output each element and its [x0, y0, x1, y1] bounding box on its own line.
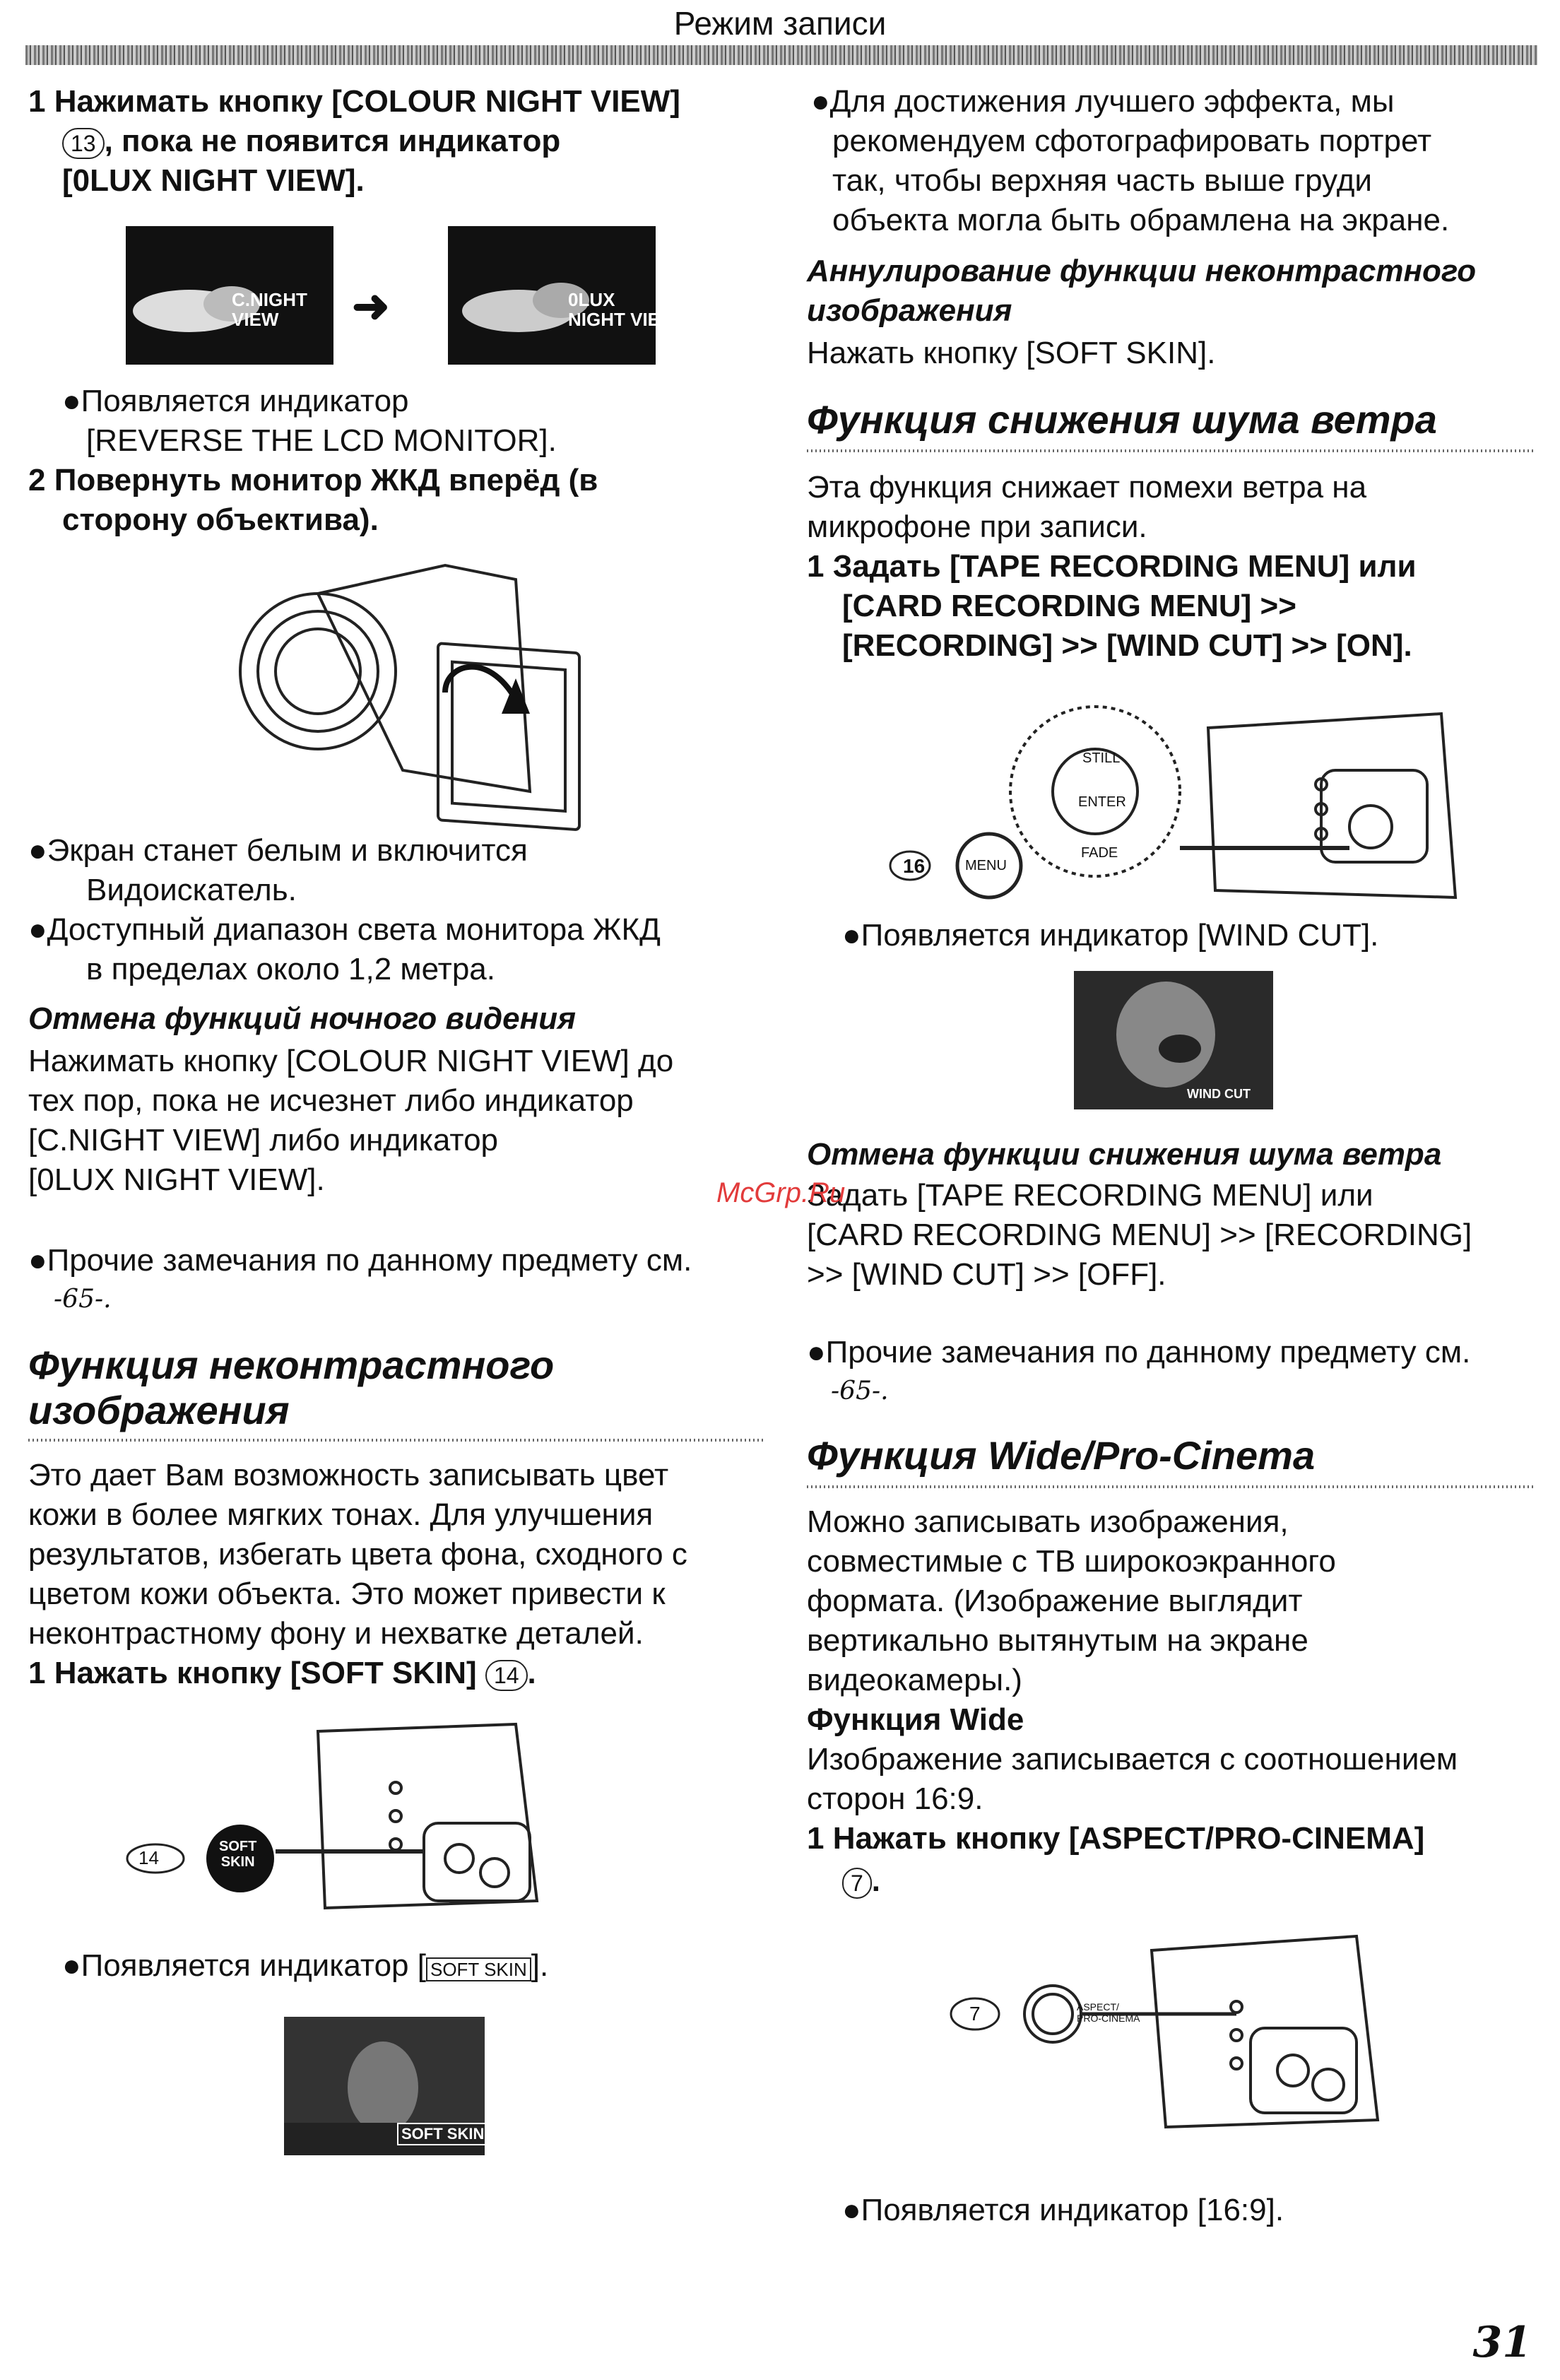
soft-section-divider: [28, 1439, 763, 1442]
button-number-13: 13: [62, 128, 105, 159]
cancel-night-title: Отмена функций ночного видения: [28, 1001, 576, 1036]
menu-button-label: MENU: [965, 858, 1007, 873]
right-note-page: -65-.: [831, 1377, 889, 1406]
wide-indicator-bullet: ●Появляется индикатор [16:9].: [842, 2193, 1284, 2227]
cancel-night-line3: [C.NIGHT VIEW] либо индикатор: [28, 1123, 499, 1157]
button-number-14: 14: [485, 1660, 528, 1691]
cancel-night-line2: тех пор, пока не исчезнет либо индикатор: [28, 1083, 634, 1118]
dial-fade-label: FADE: [1081, 845, 1118, 861]
camera-lcd-rotation-illustration: [233, 558, 615, 820]
soft-section-title-line1: Функция неконтрастного: [28, 1343, 555, 1387]
right-note: ●Прочие замечания по данному предмету см.: [807, 1335, 1471, 1369]
page-number: 31: [1472, 2318, 1532, 2367]
cancel-night-line4: [0LUX NIGHT VIEW].: [28, 1162, 325, 1197]
cancel-soft-title-line2: изображения: [807, 293, 1012, 328]
soft-indicator-bullet-b: ].: [531, 1948, 549, 1983]
cancel-night-line1: Нажимать кнопку [COLOUR NIGHT VIEW] до: [28, 1044, 674, 1078]
wide-section-title: Функция Wide/Pro-Cinema: [807, 1433, 1316, 1478]
watermark: McGrp.Ru: [716, 1177, 846, 1208]
wind-step-line1: 1 Задать [TAPE RECORDING MENU] или: [807, 549, 1417, 584]
wide-step: 1 Нажать кнопку [ASPECT/PRO-CINEMA]: [807, 1821, 1425, 1856]
bullet-white-screen-line2: Видоискатель.: [86, 873, 297, 907]
bullet-reverse-line2: [REVERSE THE LCD MONITOR].: [86, 423, 557, 458]
soft-skin-button: SOFT SKIN: [219, 1839, 257, 1870]
button-number-14-ill: 14: [138, 1847, 159, 1868]
left-note: ●Прочие замечания по данному предмету см.: [28, 1243, 692, 1278]
wide-text-line1: Можно записывать изображения,: [807, 1504, 1289, 1539]
wind-text-line1: Эта функция снижает помехи ветра на: [807, 470, 1367, 505]
soft-text-line2: кожи в более мягких тонах. Для улучшения: [28, 1497, 654, 1532]
dial-still-label: STILL: [1082, 750, 1121, 766]
cancel-wind-title: Отмена функции снижения шума ветра: [807, 1137, 1442, 1172]
step1-line1: 1 Нажимать кнопку [COLOUR NIGHT VIEW]: [28, 84, 680, 119]
cancel-soft-text: Нажать кнопку [SOFT SKIN].: [807, 336, 1216, 370]
button-number-16: 16: [903, 855, 926, 877]
wide-section-divider: [807, 1485, 1535, 1488]
soft-skin-camera-illustration: [120, 1717, 544, 1929]
right-bullet-line4: объекта могла быть обрамлена на экране.: [832, 203, 1450, 237]
header-band: [25, 45, 1537, 65]
wind-text-line2: микрофоне при записи.: [807, 509, 1147, 544]
wide-subtitle: Функция Wide: [807, 1702, 1024, 1737]
right-bullet-line3: так, чтобы верхняя часть выше груди: [832, 163, 1372, 198]
soft-indicator-bullet: [62, 1946, 548, 1989]
0lux-screen-image: [448, 226, 678, 365]
wide-text-line2: совместимые с ТВ широкоэкранного: [807, 1544, 1336, 1579]
bullet-white-screen-line1: ●Экран станет белым и включится: [28, 833, 528, 868]
button-number-7: 7: [842, 1868, 872, 1899]
arrow-right-icon: ➜: [352, 281, 390, 331]
soft-skin-photo-indicator: SOFT SKIN: [397, 2123, 488, 2145]
soft-section-title-line2: изображения: [28, 1388, 290, 1432]
cnight-view-indicator: C.NIGHT VIEW: [232, 289, 307, 330]
wind-section-title: Функция снижения шума ветра: [807, 397, 1437, 442]
soft-text-line1: Это дает Вам возможность записывать цвет: [28, 1458, 669, 1492]
wind-step-line3: [RECORDING] >> [WIND CUT] >> [ON].: [842, 628, 1412, 663]
menu-dial-camera-illustration: [897, 685, 1462, 919]
soft-skin-indicator-box: SOFT SKIN: [426, 1957, 531, 1981]
soft-step-text: 1 Нажать кнопку [SOFT SKIN]: [28, 1656, 477, 1690]
cancel-wind-line1: Задать [TAPE RECORDING MENU] или: [807, 1178, 1373, 1213]
left-note-page: -65-.: [54, 1285, 112, 1314]
cancel-wind-line2: [CARD RECORDING MENU] >> [RECORDING]: [807, 1218, 1472, 1252]
soft-step: 1 Нажать кнопку [SOFT SKIN] 14 .: [28, 1656, 536, 1690]
step2-line1: 2 Повернуть монитор ЖКД вперёд (в: [28, 463, 598, 497]
bullet-range-line2: в пределах около 1,2 метра.: [86, 952, 496, 986]
wind-step-line2: [CARD RECORDING MENU] >>: [842, 589, 1296, 623]
soft-skin-photo: [284, 2017, 485, 2155]
dial-enter-label: ENTER: [1078, 794, 1126, 810]
step2-line2: сторону объектива).: [62, 502, 379, 537]
night-view-screen-image: [126, 226, 333, 365]
cancel-soft-title-line1: Аннулирование функции неконтрастного: [807, 254, 1477, 288]
wind-cut-indicator: WIND CUT: [1187, 1087, 1251, 1101]
step1-line2-text: , пока не появится индикатор: [104, 124, 561, 158]
wide-sub-text-line1: Изображение записывается с соотношением: [807, 1742, 1458, 1777]
wind-section-divider: [807, 449, 1535, 452]
wide-sub-text-line2: сторон 16:9.: [807, 1781, 983, 1816]
soft-indicator-bullet-a: ●Появляется индикатор [: [62, 1948, 426, 1983]
aspect-button-label: ASPECT/ PRO-CINEMA: [1077, 2001, 1140, 2024]
wide-text-line3: формата. (Изображение выглядит: [807, 1584, 1303, 1618]
right-bullet-line1: ●Для достижения лучшего эффекта, мы: [811, 84, 1395, 119]
bullet-range-line1: ●Доступный диапазон света монитора ЖКД: [28, 912, 661, 947]
wide-text-line5: видеокамеры.): [807, 1663, 1022, 1697]
soft-text-line5: неконтрастному фону и нехватке деталей.: [28, 1616, 644, 1651]
soft-text-line3: результатов, избегать цвета фона, сходного с: [28, 1537, 687, 1572]
step1-line2: [62, 122, 560, 161]
page-header: Режим записи: [673, 5, 887, 42]
wide-text-line4: вертикально вытянутым на экране: [807, 1623, 1308, 1658]
right-bullet-line2: рекомендуем сфотографировать портрет: [832, 124, 1432, 158]
step1-line3: [0LUX NIGHT VIEW].: [62, 163, 365, 198]
bullet-reverse-line1: ●Появляется индикатор: [62, 384, 409, 418]
aspect-camera-illustration: [940, 1922, 1392, 2134]
wind-cut-photo: [1074, 971, 1273, 1109]
0lux-indicator: 0LUX NIGHT VIEW: [568, 289, 678, 330]
wide-step-num-line: 7 .: [842, 1861, 880, 1901]
wind-indicator-bullet: ●Появляется индикатор [WIND CUT].: [842, 918, 1379, 953]
cancel-wind-line3: >> [WIND CUT] >> [OFF].: [807, 1257, 1166, 1292]
soft-text-line4: цветом кожи объекта. Это может привести к: [28, 1577, 666, 1611]
button-number-7-ill: 7: [969, 2003, 981, 2025]
